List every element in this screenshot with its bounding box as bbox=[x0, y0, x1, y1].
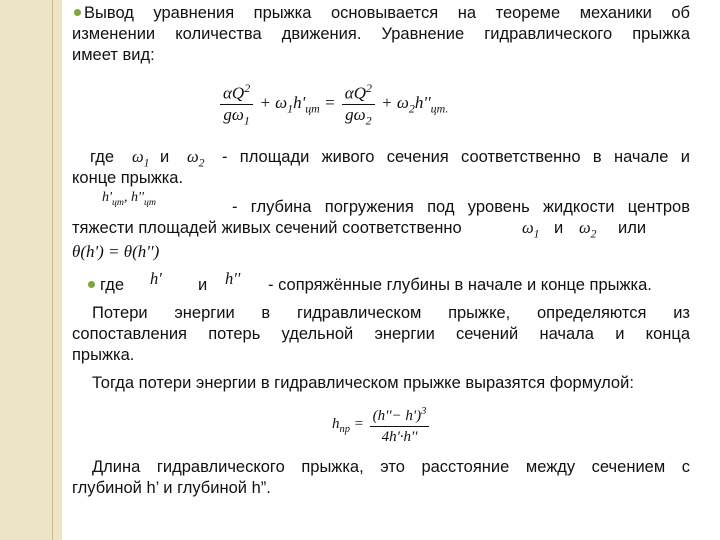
h-double-prime-symbol: h'' bbox=[225, 269, 241, 288]
h-centers-symbols: $h'_{цт}$, $h''_{цт}$ bbox=[102, 190, 156, 208]
omega2-symbol-2: $\omega_2$ bbox=[579, 218, 597, 241]
p3-i: и bbox=[554, 219, 564, 237]
momentum-equation: $\frac{\alpha Q^2}{g\omega_1}$ + $\omega_1h'_{цт}$ = $\frac{\alpha Q^2}{g\omega_2}$ + $\omega_2h''_{цт.}$ bbox=[218, 78, 448, 130]
p3-line1: - глубина погружения под уровень жидкости центров bbox=[232, 198, 690, 216]
p5-line2: сопоставления потерь удельной энергии сечений начала и конца bbox=[72, 325, 690, 343]
p7-line2: глубиной h’ и глубиной h”. bbox=[72, 479, 271, 497]
p7-line1: Длина гидравлического прыжка, это расстояние между сечением с bbox=[92, 458, 690, 476]
omega2-symbol: $\omega_2$ bbox=[187, 147, 205, 170]
p4-i: и bbox=[198, 276, 208, 294]
stripe-divider bbox=[52, 0, 53, 540]
p5-line1: Потери энергии в гидравлическом прыжке, определяются из bbox=[92, 304, 690, 322]
theta-expression: θ(h') = θ(h'') bbox=[72, 242, 160, 261]
slide-content bbox=[70, 0, 700, 540]
h-prime-symbol: h' bbox=[150, 269, 162, 288]
p2-gde: где bbox=[90, 148, 115, 166]
p4-rest: - сопряжённые глубины в начале и конце прыжка. bbox=[268, 276, 652, 294]
p6-line1: Тогда потери энергии в гидравлическом прыжке выразятся формулой: bbox=[92, 374, 634, 392]
left-decorative-stripe bbox=[0, 0, 62, 540]
p5-line3: прыжка. bbox=[72, 346, 135, 364]
p1-line2: изменении количества движения. Уравнение гидравлического прыжка bbox=[72, 25, 690, 43]
p3-line2: тяжести площадей живых сечений соответственно bbox=[72, 219, 462, 237]
p1-line3: имеет вид: bbox=[72, 46, 155, 64]
p4-gde: где bbox=[100, 276, 125, 294]
p2-i: и bbox=[160, 148, 170, 166]
p1-line1: Вывод уравнения прыжка основывается на теореме механики об bbox=[84, 4, 690, 22]
bullet-4 bbox=[88, 281, 95, 288]
p2-line2: конце прыжка. bbox=[72, 169, 184, 187]
p2-rest: - площади живого сечения соответственно в начале и bbox=[222, 148, 690, 166]
omega1-symbol-2: $\omega_1$ bbox=[522, 218, 540, 241]
energy-loss-formula: $h_{пр}$ = $\frac{(h''- h')^3}{4h'\cdot h''}$ bbox=[332, 402, 431, 447]
omega1-symbol: $\omega_1$ bbox=[132, 147, 150, 170]
p3-ili: или bbox=[618, 219, 647, 237]
bullet-1 bbox=[74, 9, 81, 16]
